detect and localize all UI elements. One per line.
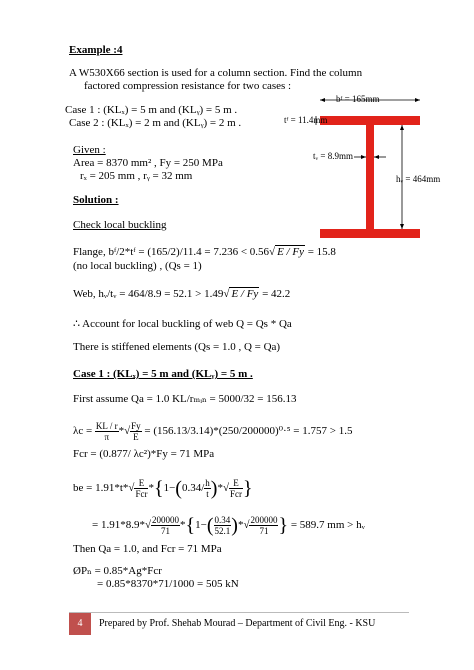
page-number: 4: [69, 613, 91, 635]
given-area-fy: Area = 8370 mm² , Fy = 250 MPa: [73, 157, 223, 169]
stiffened-elements: There is stiffened elements (Qs = 1.0 , Q = Qa): [73, 341, 281, 353]
page-footer: [69, 612, 409, 635]
top-flange: [320, 116, 420, 125]
flange-note: (no local buckling) , (Qs = 1): [73, 260, 202, 272]
check-local-buckling: Check local buckling: [73, 219, 167, 231]
intro-line-2: factored compression resistance for two cases :: [84, 80, 292, 92]
then-qa: Then Qa = 1.0, and Fcr = 71 MPa: [73, 543, 222, 555]
label-hw: hᵥ = 464mm: [396, 174, 441, 184]
case-2-statement: Case 2 : (KLₓ) = 2 m and (KLᵧ) = 2 m .: [69, 117, 242, 129]
web: [366, 125, 374, 229]
bottom-flange: [320, 229, 420, 238]
be-equation: be = 1.91*t*√ $\frac{E}{\text{Fcr}}$ *{1−(0.34/ $\frac{h}{t}$ )*√ $\frac{E}{\text{Fcr}}$ }: [73, 477, 253, 500]
label-tf: tᶠ = 11.4mm: [284, 115, 328, 125]
example-title: Example :4: [69, 44, 123, 56]
flange-check: Flange, bᶠ/2*tᶠ = (165/2)/11.4 = 7.236 < 0.56√ E / Fy = 15.8: [73, 246, 336, 258]
fcr-equation: Fcr = (0.877/ λc²)*Fy = 71 MPa: [73, 448, 215, 460]
phi-pn-formula: ØPₙ = 0.85*Ag*Fcr: [73, 565, 162, 577]
case-1-heading: Case 1 : (KLₓ) = 5 m and (KLᵧ) = 5 m .: [73, 368, 253, 380]
be-numeric: = 1.91*8.9*√ $\frac{200000}{71}$ *{1−( $\frac{0.34}{52.1}$ )*√ $\frac{200000}{71}$ } = 589.7 mm > hᵥ: [92, 514, 365, 537]
label-tw: tᵥ = 8.9mm: [313, 151, 353, 161]
footer-credit: Prepared by Prof. Shehab Mourad – Department of Civil Eng. - KSU: [99, 618, 376, 629]
lambda-c-equation: λc = $\frac{KL / r}{\pi}$ *√ $\frac{Fy}{E}$ = (156.13/3.14)*(250/200000)⁰·⁵ = 1.757 > 1.5: [73, 420, 353, 442]
given-label: Given :: [73, 144, 106, 156]
case-1-statement: Case 1 : (KLₓ) = 5 m and (KLᵧ) = 5 m .: [65, 104, 238, 116]
given-radii: rₓ = 205 mm , rᵧ = 32 mm: [80, 170, 193, 182]
intro-line-1: A W530X66 section is used for a column section. Find the column: [69, 67, 363, 79]
solution-label: Solution :: [73, 194, 119, 206]
account-local-buckling: ∴ Account for local buckling of web Q = Qs * Qa: [73, 318, 292, 330]
assume-qa: First assume Qa = 1.0 KL/rₘᵢₙ = 5000/32 = 156.13: [73, 393, 297, 405]
web-check: Web, hᵥ/tᵥ = 464/8.9 = 52.1 > 1.49√ E / Fy = 42.2: [73, 288, 291, 300]
phi-pn-result: = 0.85*8370*71/1000 = 505 kN: [97, 578, 239, 590]
label-bf: bᶠ = 165mm: [336, 94, 380, 104]
